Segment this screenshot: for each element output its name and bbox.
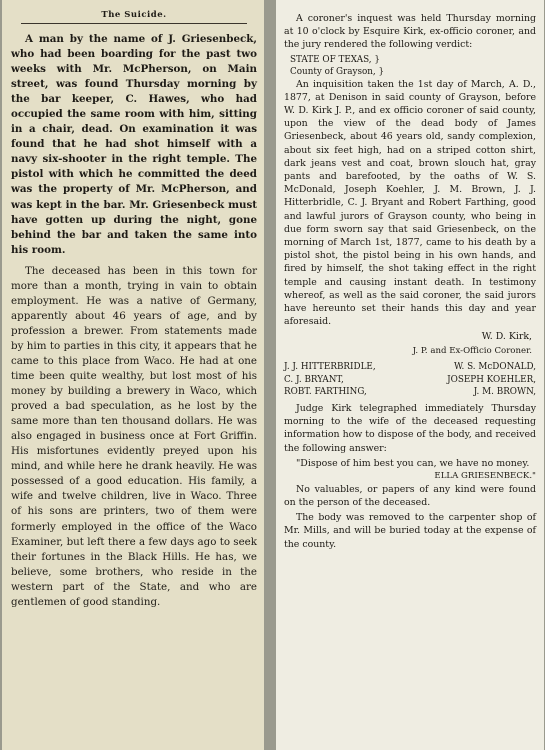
juror-name: ROBT. FARTHING, — [284, 387, 367, 398]
paragraph-telegraph: Judge Kirk telegraphed immediately Thursday morning to the wife of the deceased requesting information how to dispose of the body, and received the following answer: — [284, 402, 536, 454]
right-newspaper-column — [276, 0, 544, 750]
coroner-signature-name: W. D. Kirk, — [481, 331, 532, 343]
venue-line-state: STATE OF TEXAS, } — [290, 54, 380, 65]
telegram-quote-signature: ELLA GRIESENBECK." — [434, 470, 536, 481]
juror-row — [284, 374, 536, 387]
left-newspaper-column — [2, 0, 264, 750]
juror-name: W. S. McDONALD, — [453, 362, 536, 373]
telegram-quote-text: "Dispose of him best you can, we have no money. — [296, 457, 530, 469]
venue-line-county: County of Grayson, } — [290, 66, 385, 77]
juror-row — [284, 361, 536, 374]
paragraph-valuables: No valuables, or papers of any kind were found on the person of the deceased. — [284, 483, 536, 508]
juror-name: J. J. HITTERBRIDLE, — [284, 362, 376, 373]
juror-name: JOSEPH KOEHLER, — [447, 374, 536, 385]
juror-name: C. J. BRYANT, — [284, 374, 344, 385]
paragraph-discovery: A man by the name of J. Griesenbeck, who had been boarding for the past two weeks with Mr. McPherson, on Main street, was found Thursday morning by the bar keeper, C. Hawes, who had occupied the same room with him, sitting in a chair, dead. On examination it was found that he had shot himself with a navy six-shooter in the right temple. The pistol with which he committed the deed was the property of Mr. McPherson, and was kept in the bar. Mr. Griesenbeck must have gotten up during the night, gone behind the bar and taken the same into his room. — [11, 33, 257, 256]
telegram-quote — [284, 457, 536, 481]
article-title: The Suicide. — [101, 10, 167, 20]
paragraph-background: The deceased has been in this town for more than a month, trying in vain to obtain employment. He was a native of Germany, apparently about 46 years of age, and by profession a brewer. From statements made by him to parties in this city, it appears that he came to this place from Waco. He had at one time been quite wealthy, but lost most of his money by building a brewery in Waco, which proved a bad speculation, as he lost by the same more than ten thousand dollars. He was also engaged in business once at Fort Griffin. His misfortunes evidently preyed upon his mind, and while here he drank heavily. He was possessed of a good education. His family, a wife and twelve children, live in Waco. Three of his sons are printers, two of them were formerly employed in the office of the Waco Examiner, but left there a few days ago to seek their fortunes in the Black Hills. He has, we believe, some brothers, who reside in the western part of the State, and who are gentlemen of good standing. — [11, 264, 258, 608]
coroner-signature-title: J. P. and Ex-Officio Coroner. — [412, 346, 532, 357]
juror-name: J. M. BROWN, — [473, 387, 536, 398]
paragraph-verdict: An inquisition taken the 1st day of March, A. D., 1877, at Denison in said county of Grayson, before W. D. Kirk J. P., and ex officio coroner of said county, upon the view of the dead body of James Griesenbeck, about 46 years old, sandy complexion, about six feet high, had on a striped cotton shirt, dark jeans vest and coat, brown slouch hat, gray pants and barefooted, by the oaths of W. S. McDonald, Joseph Koehler, J. M. Brown, J. J. Hitterbridle, C. J. Bryant and Robert Farthing, good and lawful jurors of Grayson county, who being in due form sworn say that said Griesenbeck, on the morning of March 1st, 1877, came to his death by a pistol shot, the pistol being in his own hands, and fired by himself, the shot taking effect in the right temple and causing instant death. In testimony whereof, as well as the said coroner, the said jurors have hereunto set their hands this day and year aforesaid. — [284, 78, 536, 328]
paragraph-burial: The body was removed to the carpenter shop of Mr. Mills, and will be buried today at the expense of the county. — [284, 512, 536, 550]
title-rule — [21, 23, 247, 24]
juror-signatures — [284, 361, 536, 399]
juror-row — [284, 386, 536, 399]
paragraph-inquest-intro: A coroner's inquest was held Thursday morning at 10 o'clock by Esquire Kirk, ex-officio coroner, and the jury rendered the following verdict: — [284, 13, 536, 51]
